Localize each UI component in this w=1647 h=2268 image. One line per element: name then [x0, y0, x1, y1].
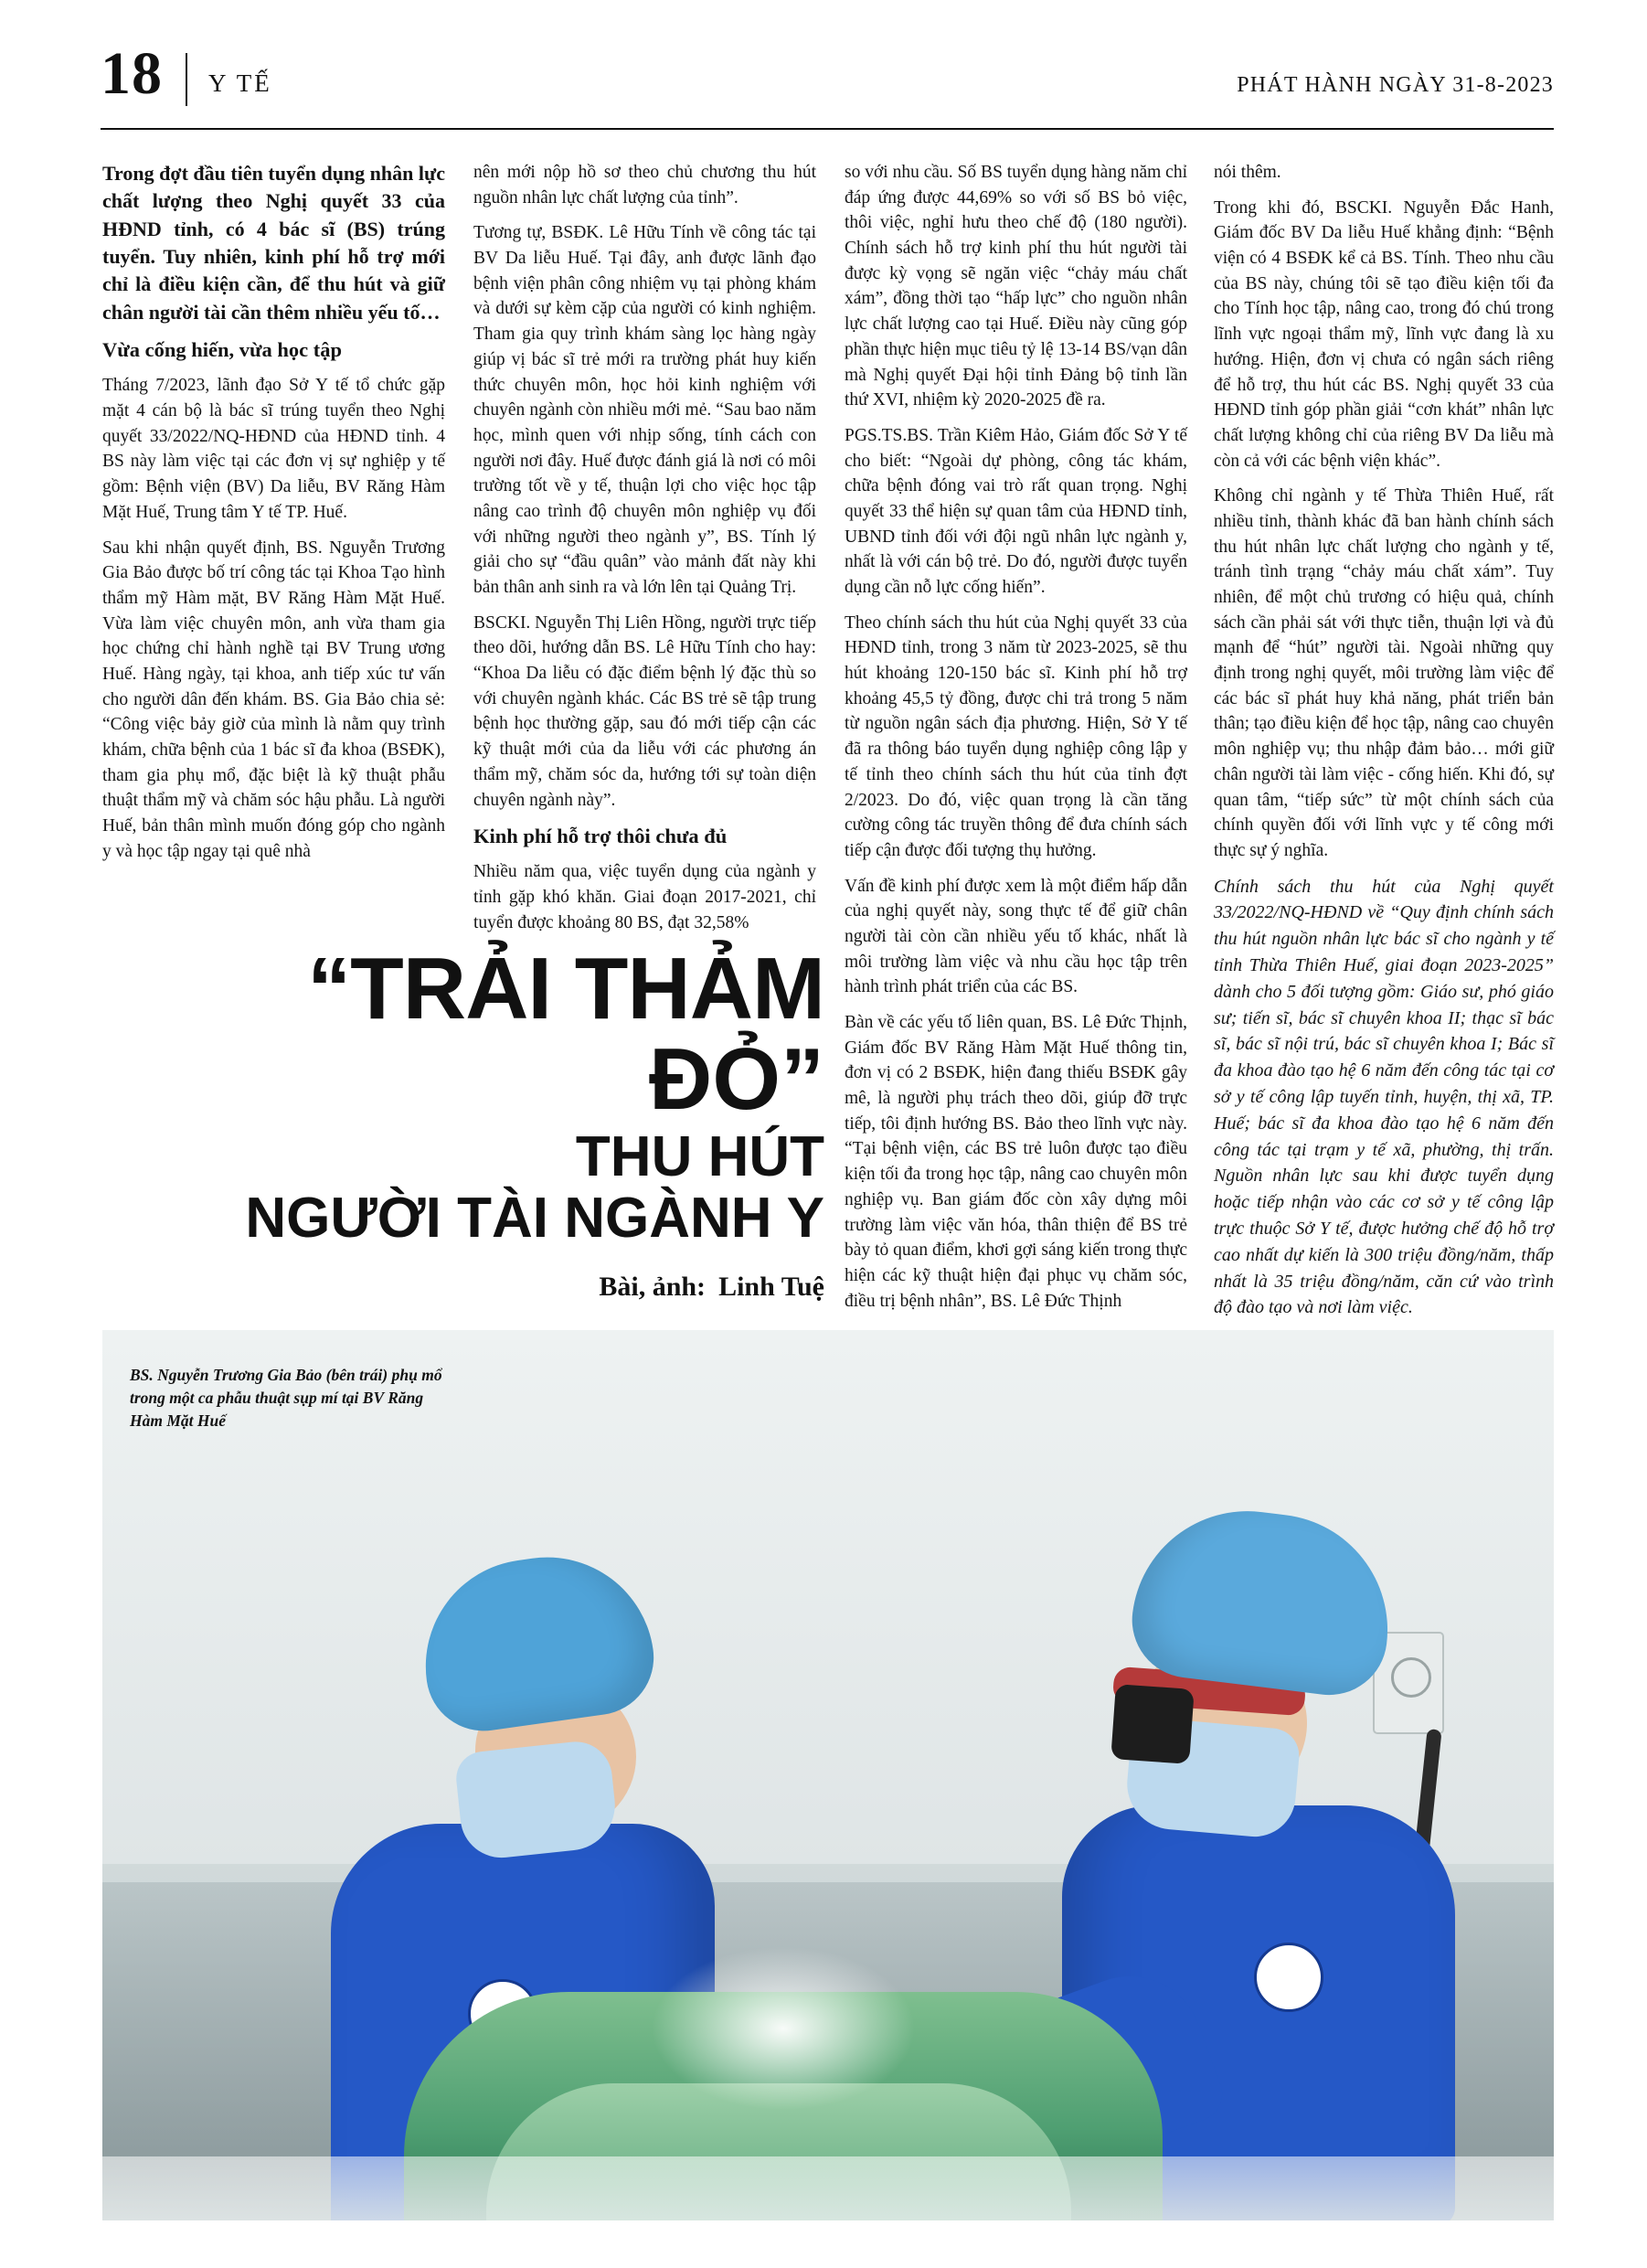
header-divider: [186, 53, 187, 106]
lead-paragraph: Trong đợt đầu tiên tuyển dụng nhân lực chất lượng theo Nghị quyết 33 của HĐND tỉnh, có 4 bác sĩ (BS) trúng tuyển. Tuy nhiên, kinh phí hỗ trợ mới chỉ là điều kiện cần, để thu hút và giữ chân người tài cần thêm nhiều yếu tố…: [102, 162, 445, 324]
byline-author: Linh Tuệ: [718, 1272, 824, 1303]
headline-line-2: ĐỎ”: [649, 1030, 824, 1129]
photo-caption-text: BS. Nguyễn Trương Gia Bảo (bên trái) phụ mổ trong một ca phẫu thuật sụp mí tại BV Răng Hàm Mặt Huế: [130, 1366, 442, 1430]
paragraph: Tương tự, BSĐK. Lê Hữu Tính về công tác tại BV Da liễu Huế. Tại đây, anh được lãnh đạo bệnh viện phân công nhiệm vụ tại phòng khám và dưới sự kèm cặp của người có kinh nghiệm. Tham gia quy trình khám sàng lọc hàng ngày giúp vị bác sĩ trẻ mới ra trường phát huy kiến thức chuyên môn, học hỏi kinh nghiệm với chuyên ngành còn nhiều mới mẻ. “Sau bao năm học, mình quen với nhịp sống, tính cách con người nơi đây. Huế được đánh giá là nơi có môi trường tốt về y tế, thuận lợi cho việc học tập nâng cao trình độ chuyên môn nghiệp vụ đối với những người theo ngành y”, BS. Tính lý giải cho sự “đầu quân” vào mảnh đất này khi bản thân anh sinh ra và lớn lên tại Quảng Trị.: [473, 223, 816, 597]
byline: [102, 1272, 824, 1303]
headline-line-1: “TRẢI THẢM: [307, 940, 824, 1038]
section-label: Y TẾ: [208, 69, 272, 97]
paragraph: Sau khi nhận quyết định, BS. Nguyễn Trương Gia Bảo được bố trí công tác tại Khoa Tạo hình thẩm mỹ Hàm mặt, BV Răng Hàm Mặt Huế. Vừa làm việc chuyên môn, anh vừa tham gia học chứng chỉ hành nghề tại BV Trung ương Huế. Hàng ngày, tại khoa, anh tiếp xúc tư vấn cho người dân đến khám. BS. Gia Bảo chia sẻ: “Công việc bảy giờ của mình là nằm quy trình khám, chữa bệnh của 1 bác sĩ đa khoa (BSĐK), tham gia phụ mổ, đặc biệt là kỹ thuật phẫu thuật thẩm mỹ và chăm sóc hậu phẫu. Là người Huế, bản thân mình muốn đóng góp cho ngành y và học tập ngay tại quê nhà: [102, 538, 445, 861]
article-column-3: [845, 160, 1187, 1324]
operating-field-light: [651, 1946, 916, 2111]
subheading-1: Vừa cống hiến, vừa học tập: [102, 338, 343, 362]
paragraph: nói thêm.: [1214, 163, 1281, 182]
paragraph: Tháng 7/2023, lãnh đạo Sở Y tế tổ chức gặp mặt 4 cán bộ là bác sĩ trúng tuyển theo Nghị quyết 33/2022/NQ-HĐND của HĐND tỉnh. 4 BS này làm việc tại các đơn vị sự nghiệp y tế gồm: Bệnh viện (BV) Da liễu, BV Răng Hàm Mặt Huế, Trung tâm Y tế TP. Huế.: [102, 376, 445, 522]
headline-block: [102, 940, 824, 1303]
paragraph: BSCKI. Nguyễn Thị Liên Hồng, người trực tiếp theo dõi, hướng dẫn BS. Lê Hữu Tính cho hay: “Khoa Da liễu có đặc điểm bệnh lý đặc thù so với chuyên ngành khác. Các BS trẻ sẽ tập trung bệnh học thường gặp, sau đó mới tiếp cận các kỹ thuật mới của da liễu với các phương án thẩm mỹ, chăm sóc da, hướng tới sự toàn diện chuyên ngành này”.: [473, 612, 817, 810]
subheading-2: Kinh phí hỗ trợ thôi chưa đủ: [473, 825, 728, 848]
paragraph: Bàn về các yếu tố liên quan, BS. Lê Đức Thịnh, Giám đốc BV Răng Hàm Mặt Huế thông tin, đơn vị có 2 BSĐK, hiện đang thiếu BSĐK gây mê, là người phụ trách theo dõi, giúp đỡ trực tiếp, tôi định hướng BS. Bảo theo lĩnh vực này. “Tại bệnh viện, các BS trẻ luôn được tạo điều kiện tối đa trong học tập, nâng cao chuyên môn nghiệp vụ. Ban giám đốc còn xây dựng môi trường làm việc văn hóa, thân thiện để BS trẻ bày tỏ quan điểm, khơi gợi sáng kiến trong thực hiện các kỹ thuật hiện đại phục vụ chăm sóc, điều trị bệnh nhân”, BS. Lê Đức Thịnh: [845, 1013, 1187, 1311]
surgeon-right-logo-patch: [1254, 1943, 1323, 2012]
policy-note-box: [1214, 874, 1554, 1322]
surgeon-right-surgical-cap: [1125, 1498, 1400, 1702]
headline-line-3: THU HÚT: [575, 1125, 824, 1189]
paragraph: Nhiều năm qua, việc tuyển dụng của ngành y tỉnh gặp khó khăn. Giai đoạn 2017-2021, chỉ tuyển được khoảng 80 BS, đạt 32,58%: [473, 862, 816, 932]
page-number: 18: [101, 40, 163, 107]
headlamp-icon: [1110, 1684, 1195, 1764]
article-column-2: [473, 160, 816, 946]
page-header: [101, 37, 1554, 115]
article-column-1: [102, 160, 445, 874]
article-photo: [102, 1330, 1554, 2220]
surgeon-left-surgical-cap: [412, 1543, 662, 1738]
paragraph: nên mới nộp hồ sơ theo chủ chương thu hút nguồn nhân lực chất lượng của tỉnh”.: [473, 163, 816, 208]
paragraph: so với nhu cầu. Số BS tuyển dụng hàng năm chỉ đáp ứng được 44,69% so với số BS bỏ việc, thôi việc, nghỉ hưu theo chế độ (180 người). Chính sách hỗ trợ kinh phí thu hút người tài được kỳ vọng sẽ ngăn việc “chảy máu chất xám”, đồng thời tạo “hấp lực” cho nguồn nhân lực chất lượng cao tại Huế. Điều này cũng góp phần thực hiện mục tiêu tỷ lệ 13-14 BS/vạn dân mà Nghị quyết Đại hội tỉnh Đảng bộ tỉnh lần thứ XVI, nhiệm kỳ 2020-2025 đề ra.: [845, 163, 1187, 410]
policy-note-text: Chính sách thu hút của Nghị quyết 33/2022/NQ-HĐND về “Quy định chính sách thu hút nguồn nhân lực bác sĩ cho ngành y tế tỉnh Thừa Thiên Huế, giai đoạn 2023-2025” dành cho 5 đối tượng gồm: Giáo sư, phó giáo sư; tiến sĩ, bác sĩ chuyên khoa II; thạc sĩ bác sĩ, bác sĩ nội trú, bác sĩ chuyên khoa I; Bác sĩ đa khoa đào tạo hệ 6 năm đến công tác tại cơ sở y tế công lập tuyến tỉnh, huyện, thị xã, TP. Huế; bác sĩ đa khoa đào tạo hệ 6 năm đến công tác tại trạm y tế xã, phường, thị trấn. Nguồn nhân lực sau khi được tuyển dụng hoặc tiếp nhận vào các cơ sở y tế công lập trực thuộc Sở Y tế, được hưởng chế độ hỗ trợ cao nhất dự kiến là 300 triệu đồng/năm, thấp nhất là 35 triệu đồng/năm, căn cứ vào trình độ đào tạo và nơi làm việc.: [1214, 876, 1554, 1318]
issue-date: PHÁT HÀNH NGÀY 31-8-2023: [1237, 73, 1554, 97]
byline-label: Bài, ảnh:: [599, 1272, 707, 1303]
header-rule: [101, 128, 1554, 130]
article-column-4: [1214, 160, 1554, 1321]
operating-table: [102, 2156, 1554, 2220]
paragraph: Không chỉ ngành y tế Thừa Thiên Huế, rất nhiều tỉnh, thành khác đã ban hành chính sách thu hút nhân lực chất lượng cho ngành y tế, tránh tình trạng “chảy máu chất xám”. Tuy nhiên, để một chủ trương có hiệu quả, chính sách cần phải sát với thực tiễn, thuận lợi và đủ mạnh để “hút” người tài. Ngoài những quy định trong nghị quyết, môi trường làm việc để các bác sĩ phát huy khả năng, phát triển bản thân; tạo điều kiện để học tập, nâng cao chuyên môn nghiệp vụ; thu nhập đảm bảo… mới giữ chân người tài làm việc - cống hiến. Khi đó, sự quan tâm, “tiếp sức” từ một chính sách của chính quyền đối với lĩnh vực y tế công mới thực sự ý nghĩa.: [1214, 486, 1554, 860]
headline-line-4: NGƯỜI TÀI NGÀNH Y: [245, 1187, 824, 1251]
paragraph: Theo chính sách thu hút của Nghị quyết 33 của HĐND tỉnh, trong 3 năm từ 2023-2025, sẽ thu hút khoảng 120-150 bác sĩ. Kinh phí hỗ trợ khoảng 45,5 tỷ đồng, được chi trả trong 5 năm từ nguồn ngân sách địa phương. Hiện, Sở Y tế đã ra thông báo tuyển dụng nghiệp công lập y tế tỉnh theo chính sách thu hút của tỉnh đợt 2/2023. Do đó, việc quan trọng là cần tăng cường công tác truyền thông để đưa chính sách tiếp cận được đối tượng thụ hưởng.: [845, 612, 1187, 860]
photo-caption: [130, 1364, 459, 1432]
paragraph: PGS.TS.BS. Trần Kiêm Hảo, Giám đốc Sở Y tế cho biết: “Ngoài dự phòng, công tác khám, chữa bệnh đóng vai trò rất quan trọng. Nghị quyết 33 thể hiện sự quan tâm của HĐND tỉnh, UBND tỉnh đối với đội ngũ nhân lực ngành y, nhất là với cán bộ trẻ. Do đó, người được tuyển dụng cần nỗ lực cống hiến”.: [845, 425, 1187, 597]
paragraph: Vấn đề kinh phí được xem là một điểm hấp dẫn của nghị quyết này, song thực tế để giữ chân người tài còn cần nhiều yếu tố khác, nhất là môi trường làm việc và nhu cầu học tập trên hành trình phát triển của các BS.: [845, 876, 1187, 997]
paragraph: Trong khi đó, BSCKI. Nguyễn Đắc Hanh, Giám đốc BV Da liễu Huế khẳng định: “Bệnh viện có 4 BSĐK kể cả BS. Tính. Theo nhu cầu của BS này, chúng tôi sẽ tạo điều kiện tối đa cho Tính học tập, nâng cao, trong đó chú trong lĩnh vực ngoại thẩm mỹ, lĩnh vực đang là xu hướng. Hiện, đơn vị chưa có ngân sách riêng để hỗ trợ, thu hút các BS. Nghị quyết 33 của HĐND tỉnh góp phần giải “cơn khát” nhân lực chất lượng không chỉ của riêng BV Da liễu mà còn cả với các bệnh viện khác”.: [1214, 197, 1554, 471]
